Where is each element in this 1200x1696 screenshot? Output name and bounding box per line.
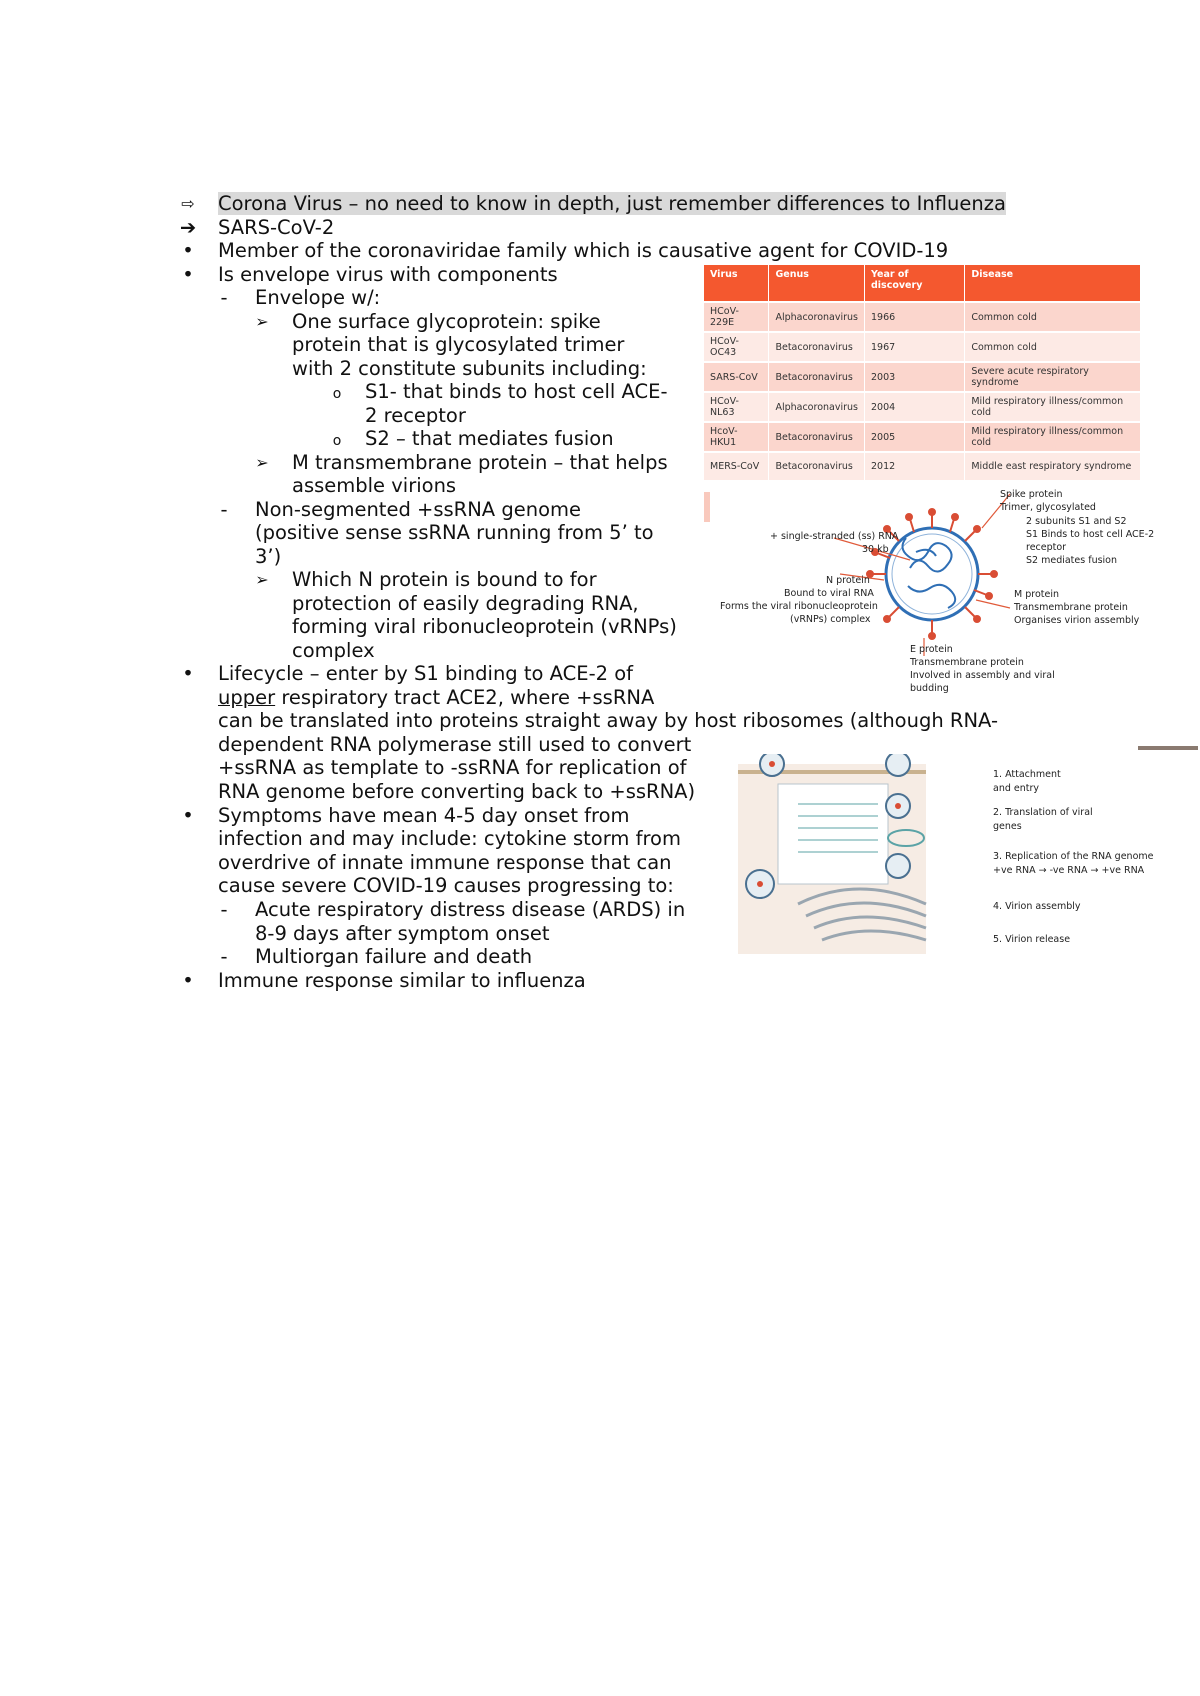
text-line: S1- that binds to host cell ACE- [365,380,668,403]
chevron-icon: ➢ [255,453,269,472]
spike-protein-label: Spike protein [1000,489,1063,500]
text-line: 3’) [255,545,282,568]
table-cell: 2005 [865,422,965,452]
coronavirus-table [704,265,1141,480]
text-line: One surface glycoprotein: spike [292,310,601,333]
text-line: complex [292,639,375,662]
text-line: protein that is glycosylated trimer [292,333,625,356]
table-cell: 2004 [865,392,965,422]
lifecycle-figure [738,740,1178,970]
text-line: Envelope w/: [255,286,381,309]
text-line: assemble virions [292,474,457,497]
table-header: Year of discovery [865,265,965,302]
bullet-dot-icon: • [182,239,194,262]
table-cell: Mild respiratory illness/common cold [965,422,1141,452]
table-row [704,332,1141,362]
table-cell: Betacoronavirus [769,422,865,452]
step-assembly-label: 4. Virion assembly [993,901,1081,912]
figure-label: Transmembrane protein [910,657,1024,668]
bullet-dot-icon: • [182,662,194,685]
figure-label: S2 mediates fusion [1026,555,1118,566]
text-line: protection of easily degrading RNA, [292,592,639,615]
text-line: Lifecycle – enter by S1 binding to ACE-2 of [218,662,634,685]
figure-label: Involved in assembly and viral [910,670,1055,681]
table-header: Disease [965,265,1141,302]
figure-header-bar [1138,746,1198,750]
m-protein-label: M protein [1014,589,1059,600]
table-cell: 2003 [865,362,965,392]
text-line: S2 – that mediates fusion [365,427,614,450]
arrow-icon: ➔ [179,216,197,239]
table-cell: HCoV-OC43 [704,332,769,362]
text-line: infection and may include: cytokine storm from [218,827,681,850]
table-cell: MERS-CoV [704,452,769,480]
text-line [218,686,654,710]
text-span: respiratory tract ACE2, where +ssRNA [275,686,655,709]
table-cell: HCoV-NL63 [704,392,769,422]
table-cell: 1967 [865,332,965,362]
text-line: (positive sense ssRNA running from 5’ to [255,521,654,544]
figure-label: genes [993,821,1022,832]
rna-label: + single-stranded (ss) RNA [770,531,899,542]
text-line: Which N protein is bound to for [292,568,597,591]
text-line: dependent RNA polymerase still used to convert [218,733,692,756]
text-line: can be translated into proteins straight away by host ribosomes (although RNA- [218,709,998,732]
text-line: cause severe COVID-19 causes progressing to: [218,874,674,897]
table-header-row [704,265,1141,302]
subheading-sars: SARS-CoV-2 [218,216,335,239]
step-replication-label: 3. Replication of the RNA genome [993,851,1154,862]
table-cell: SARS-CoV [704,362,769,392]
table-cell: Mild respiratory illness/common cold [965,392,1141,422]
bullet-dot-icon: • [182,263,194,286]
text-line: Multiorgan failure and death [255,945,533,968]
table-row [704,302,1141,332]
text-line: Acute respiratory distress disease (ARDS) in [255,898,686,921]
table-cell: Betacoronavirus [769,332,865,362]
text-line: with 2 constitute subunits including: [292,357,647,380]
table-cell: Alphacoronavirus [769,302,865,332]
text-line: +ssRNA as template to -ssRNA for replication of [218,756,687,779]
figure-label: Organises virion assembly [1014,615,1140,626]
circle-bullet-icon: o [332,386,342,402]
e-protein-label: E protein [910,644,953,655]
figure-label: 30 kb [862,544,889,555]
figure-label: Bound to viral RNA [784,588,874,599]
cell-lifecycle-diagram [738,754,928,964]
text-line: M transmembrane protein – that helps [292,451,668,474]
table-row [704,422,1141,452]
step-translation-label: 2. Translation of viral [993,807,1093,818]
text-line: Non-segmented +ssRNA genome [255,498,582,521]
text-line: forming viral ribonucleoprotein (vRNPs) [292,615,677,638]
dash-icon: - [220,945,228,968]
figure-label: budding [910,683,949,694]
figure-label: +ve RNA → -ve RNA → +ve RNA [993,865,1145,876]
hollow-arrow-icon: ⇨ [181,194,195,213]
table-cell: Middle east respiratory syndrome [965,452,1141,480]
table-cell: 1966 [865,302,965,332]
table-cell: Severe acute respiratory syndrome [965,362,1141,392]
table-cell: HcoV-HKU1 [704,422,769,452]
table-header: Virus [704,265,769,302]
step-release-label: 5. Virion release [993,934,1071,945]
text-line: RNA genome before converting back to +ssRNA) [218,780,696,803]
figure-label: and entry [993,783,1040,794]
chevron-icon: ➢ [255,312,269,331]
table-cell: Common cold [965,332,1141,362]
text-line: Symptoms have mean 4-5 day onset from [218,804,630,827]
text-line: overdrive of innate immune response that can [218,851,672,874]
bullet-dot-icon: • [182,969,194,992]
virion-particle [886,528,978,620]
text-line: Member of the coronaviridae family which is causative agent for COVID-19 [218,239,949,262]
table-cell: HCoV-229E [704,302,769,332]
table-row [704,362,1141,392]
dash-icon: - [220,898,228,921]
dash-icon: - [220,286,228,309]
step-attachment-label: 1. Attachment [993,769,1061,780]
table-cell: 2012 [865,452,965,480]
figure-label: (vRNPs) complex [790,614,871,625]
text-line: Is envelope virus with components [218,263,558,286]
dash-icon: - [220,498,228,521]
bullet-dot-icon: • [182,804,194,827]
n-protein-label: N protein [826,575,870,586]
table-row [704,392,1141,422]
figure-label: Trimer, glycosylated [1000,502,1096,513]
table-header: Genus [769,265,865,302]
table-cell: Common cold [965,302,1141,332]
heading-highlighted: Corona Virus – no need to know in depth, just remember differences to Influenza [218,192,1006,215]
table-cell: Betacoronavirus [769,362,865,392]
text-line: Immune response similar to influenza [218,969,586,992]
figure-label: receptor [1026,542,1067,553]
circle-bullet-icon: o [332,433,342,449]
figure-label: Transmembrane protein [1014,602,1128,613]
underlined-word: upper [218,686,276,709]
table-cell: Betacoronavirus [769,452,865,480]
table-row [704,452,1141,480]
text-line: 2 receptor [365,404,466,427]
text-line: 8-9 days after symptom onset [255,922,550,945]
figure-label: Forms the viral ribonucleoprotein [720,601,878,612]
table-cell: Alphacoronavirus [769,392,865,422]
figure-label: 2 subunits S1 and S2 [1026,516,1127,527]
figure-label: S1 Binds to host cell ACE-2 [1026,529,1155,540]
virion-structure-figure [710,488,1155,700]
chevron-icon: ➢ [255,570,269,589]
